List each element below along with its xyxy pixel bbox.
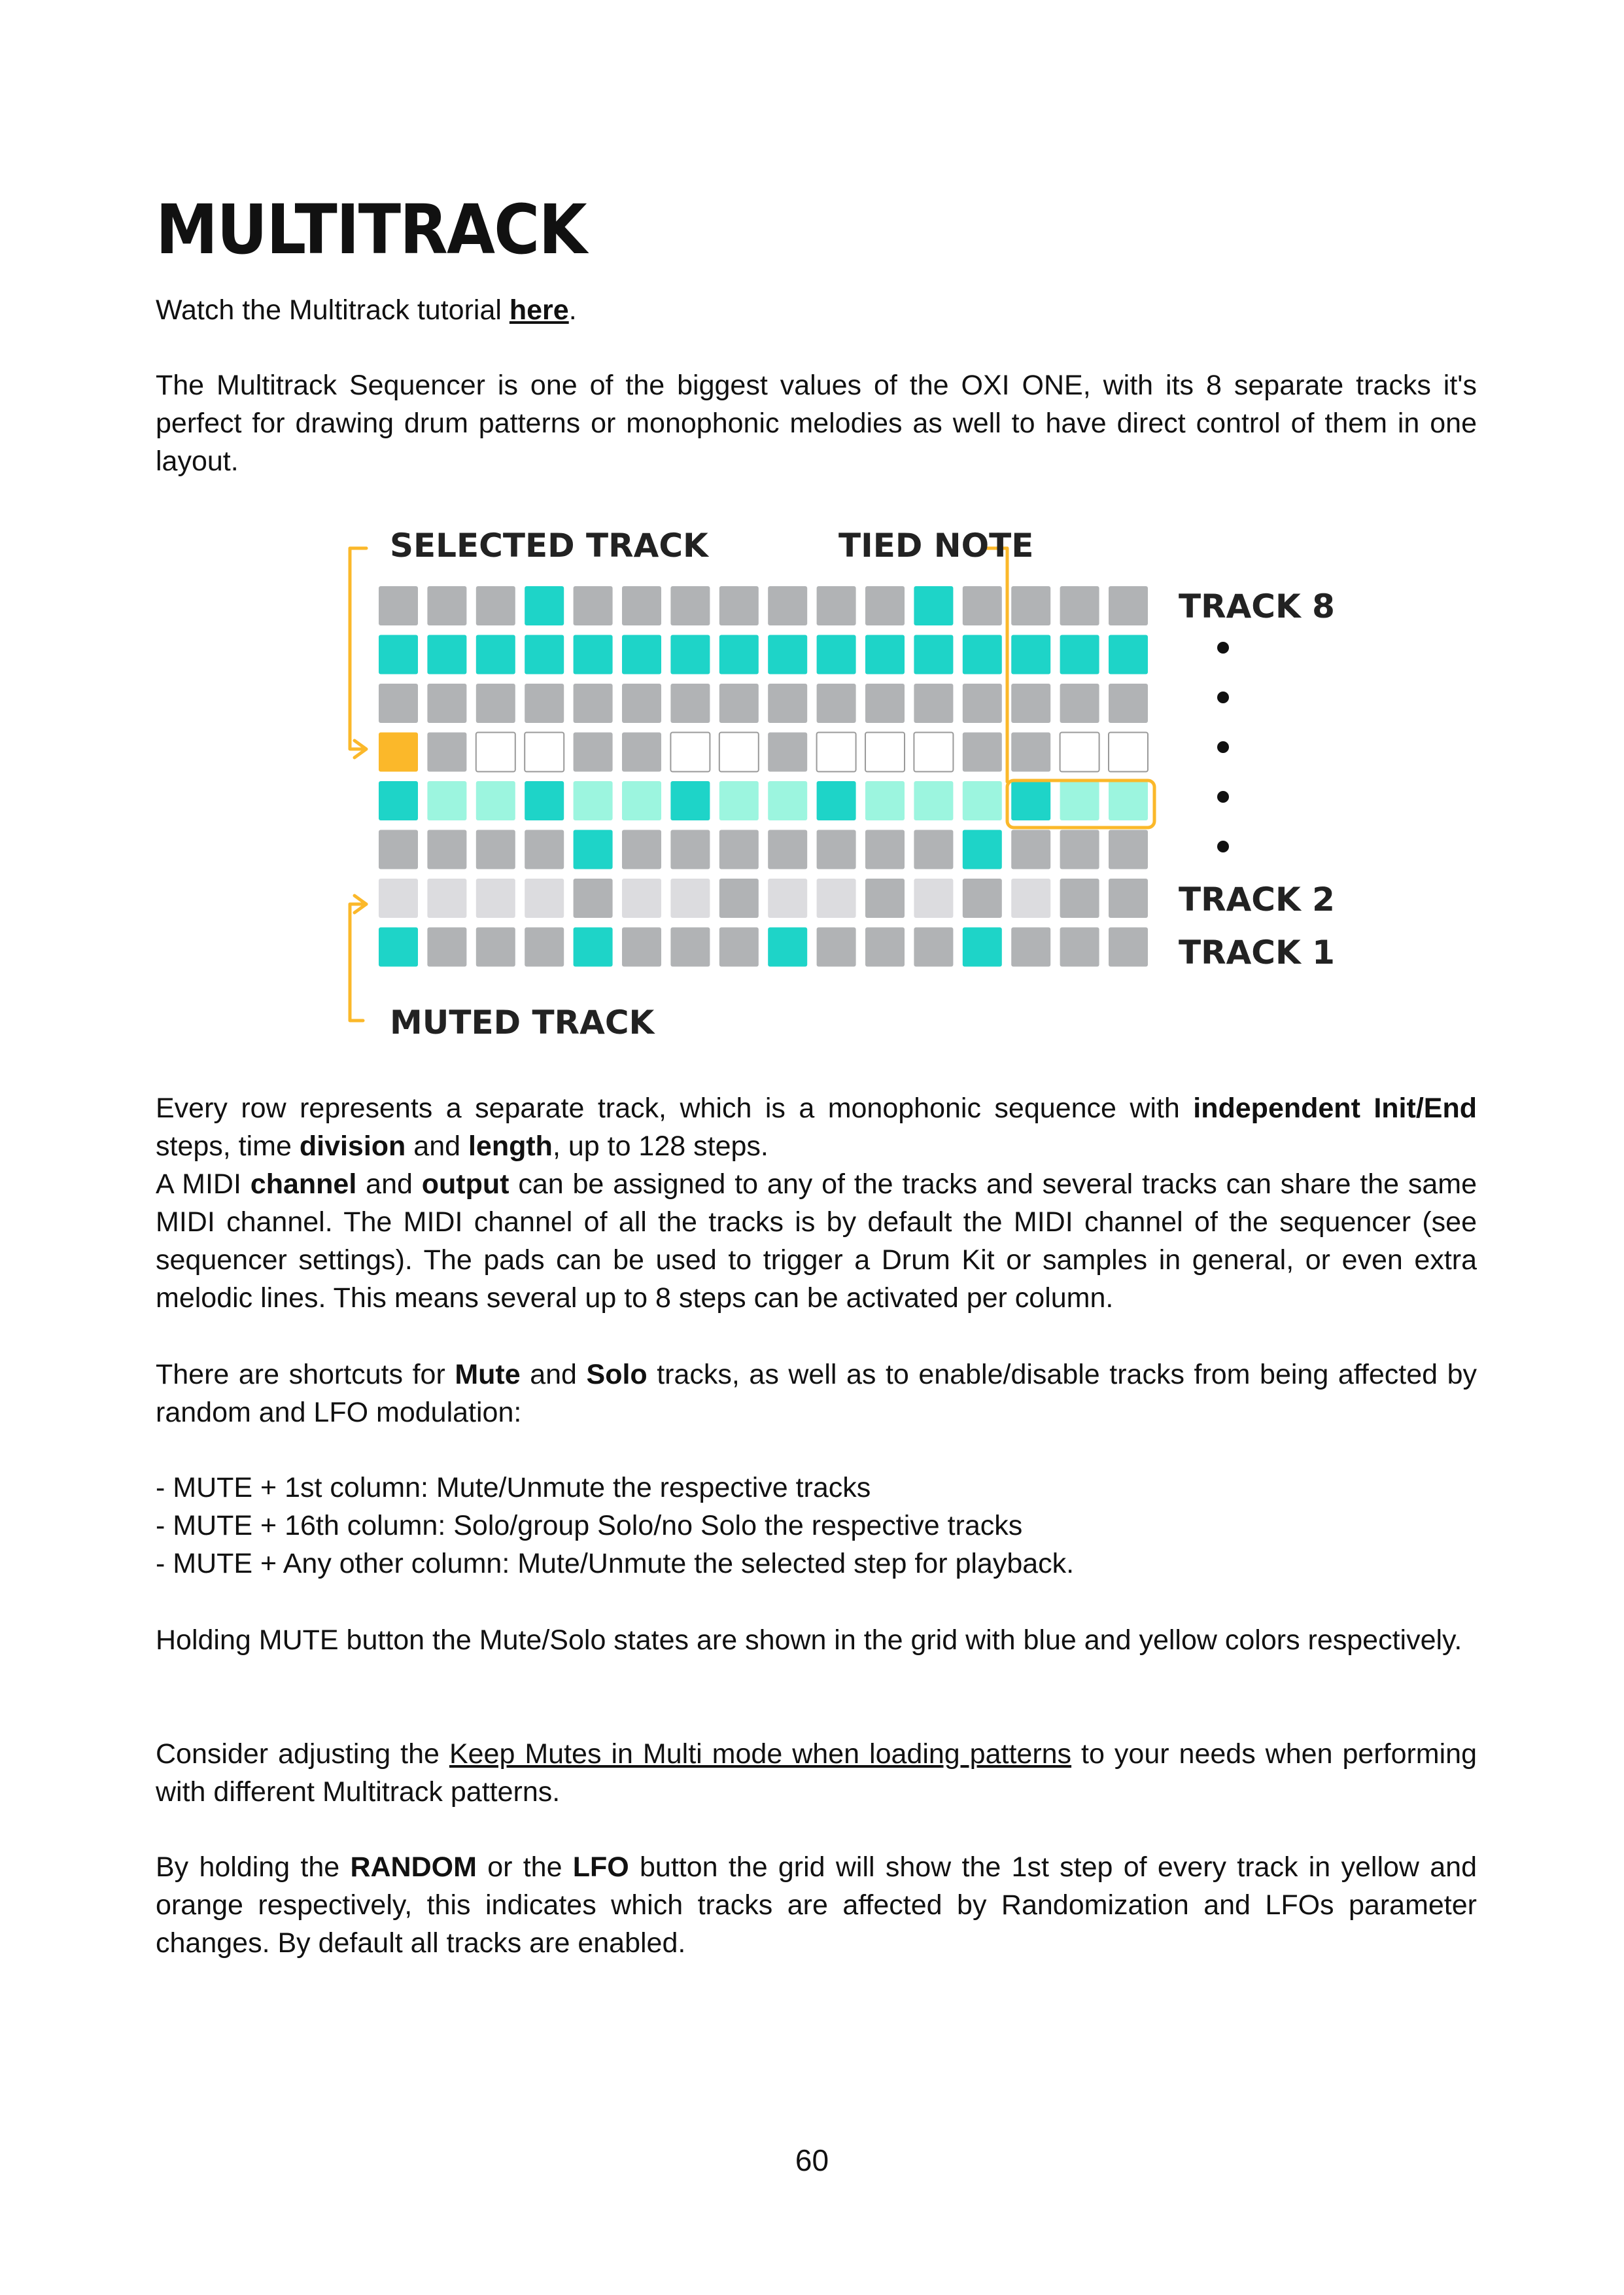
grid-pad xyxy=(427,928,466,967)
grid-pad xyxy=(1060,830,1099,869)
grid-pad xyxy=(865,781,905,820)
grid-pad xyxy=(963,879,1002,918)
grid-pad xyxy=(427,879,466,918)
grid-pad xyxy=(622,586,661,625)
grid-pad xyxy=(476,733,515,772)
muted-track-label: MUTED TRACK xyxy=(390,1004,655,1042)
tied-note-label: TIED NOTE xyxy=(838,527,1034,565)
grid-pad xyxy=(1109,635,1148,674)
grid-pad xyxy=(963,781,1002,820)
grid-pad xyxy=(670,879,710,918)
grid-pad xyxy=(427,781,466,820)
grid-pad xyxy=(379,733,418,772)
shortcuts-description: There are shortcuts for Mute and Solo tracks, as well as to enable/disable tracks from being affected by random and LFO modulation: xyxy=(156,1359,1477,1428)
grid-pad xyxy=(768,733,807,772)
grid-pad xyxy=(525,928,564,967)
grid-pad xyxy=(817,635,856,674)
grid-pad xyxy=(574,781,613,820)
grid-pad xyxy=(865,928,905,967)
grid-pad xyxy=(768,781,807,820)
grid-pad xyxy=(622,635,661,674)
track-1-label: TRACK 1 xyxy=(1179,934,1335,972)
page-number: 60 xyxy=(795,2143,829,2177)
grid-pad xyxy=(574,733,613,772)
track-8-label: TRACK 8 xyxy=(1179,587,1335,625)
grid-pad xyxy=(379,586,418,625)
grid-pad xyxy=(914,733,953,772)
grid-pad xyxy=(817,830,856,869)
grid-pad xyxy=(476,781,515,820)
grid-pad xyxy=(817,586,856,625)
grid-pad xyxy=(719,586,759,625)
mute-solo-description: Holding MUTE button the Mute/Solo states are shown in the grid with blue and yellow colors respectively. xyxy=(156,1624,1462,1656)
grid-pad xyxy=(1109,684,1148,723)
grid-pad xyxy=(1011,928,1050,967)
grid-pad xyxy=(768,830,807,869)
grid-pad xyxy=(768,684,807,723)
grid-pad xyxy=(719,928,759,967)
grid-pad xyxy=(1011,830,1050,869)
grid-pad xyxy=(1109,830,1148,869)
intro-description: The Multitrack Sequencer is one of the biggest values of the OXI ONE, with its 8 separate tracks it's perfect for drawing drum patterns or monophonic melodies as well to have direct control of them in one layout. xyxy=(156,370,1477,477)
multitrack-grid-diagram xyxy=(0,0,1624,1079)
list-item: - MUTE + Any other column: Mute/Unmute the selected step for playback. xyxy=(156,1548,1075,1579)
grid-pad xyxy=(1060,586,1099,625)
selected-track-label: SELECTED TRACK xyxy=(390,527,708,565)
grid-pad xyxy=(963,733,1002,772)
grid-pad xyxy=(768,928,807,967)
grid-pad xyxy=(622,928,661,967)
grid-pad xyxy=(768,586,807,625)
grid-pad xyxy=(719,635,759,674)
grid-pad xyxy=(574,635,613,674)
grid-pad xyxy=(574,879,613,918)
grid-pad xyxy=(670,635,710,674)
grid-pad xyxy=(914,781,953,820)
grid-pad xyxy=(817,928,856,967)
grid-pad xyxy=(865,733,905,772)
grid-pad xyxy=(622,830,661,869)
grid-pad xyxy=(379,830,418,869)
grid-pad xyxy=(865,635,905,674)
grid-pad xyxy=(1109,928,1148,967)
grid-pad xyxy=(865,586,905,625)
selected-track-bracket xyxy=(350,548,366,749)
grid-pad xyxy=(476,928,515,967)
grid-pad xyxy=(670,684,710,723)
grid-pad xyxy=(1011,781,1050,820)
grid-pad xyxy=(379,879,418,918)
grid-pad xyxy=(914,928,953,967)
grid-pad xyxy=(817,781,856,820)
grid-pad xyxy=(1011,635,1050,674)
grid-pad xyxy=(574,928,613,967)
grid-pad xyxy=(476,635,515,674)
grid-pad xyxy=(719,781,759,820)
grid-pad xyxy=(1011,879,1050,918)
grid-pad xyxy=(525,733,564,772)
grid-pad xyxy=(865,879,905,918)
grid-pad xyxy=(670,928,710,967)
grid-pad xyxy=(914,635,953,674)
shortcut-list xyxy=(156,1469,1477,1583)
grid-pad xyxy=(963,586,1002,625)
grid-pad xyxy=(379,684,418,723)
grid-pad xyxy=(525,781,564,820)
ellipsis-dot xyxy=(1217,692,1229,703)
grid-pad xyxy=(670,586,710,625)
grid-pad xyxy=(719,879,759,918)
ellipsis-dot xyxy=(1217,841,1229,852)
grid-pad xyxy=(1060,635,1099,674)
ellipsis-dot xyxy=(1217,791,1229,803)
grid-pad xyxy=(865,684,905,723)
grid-pad xyxy=(476,586,515,625)
track-2-label: TRACK 2 xyxy=(1179,881,1335,919)
grid-pad xyxy=(379,928,418,967)
grid-pad xyxy=(622,879,661,918)
grid-pad xyxy=(525,586,564,625)
grid-pad xyxy=(427,586,466,625)
grid-pad xyxy=(574,586,613,625)
grid-pad xyxy=(719,830,759,869)
grid-pad xyxy=(963,928,1002,967)
grid-pad xyxy=(1011,586,1050,625)
grid-pad xyxy=(963,684,1002,723)
grid-pad xyxy=(817,684,856,723)
grid-pad xyxy=(670,733,710,772)
grid-pad xyxy=(574,830,613,869)
tracks-description: Every row represents a separate track, which is a monophonic sequence with independent Init/End steps, time division and length, up to 128 steps. A MIDI channel and output can be assigned to any of the tracks and several tracks can share the same MIDI channel. The MIDI channel of all the tracks is by default the MIDI channel of the sequencer (see sequencer settings). The pads can be used to trigger a Drum Kit or samples in general, or even extra melodic lines. This means several up to 8 steps can be activated per column. xyxy=(156,1093,1477,1314)
grid-pad xyxy=(1109,879,1148,918)
grid-pad xyxy=(427,684,466,723)
grid-pad xyxy=(525,879,564,918)
grid-pad xyxy=(525,635,564,674)
ellipsis-dot xyxy=(1217,741,1229,753)
grid-pad xyxy=(1109,586,1148,625)
ellipsis-dot xyxy=(1217,642,1229,654)
grid-pad xyxy=(670,830,710,869)
grid-pad xyxy=(427,635,466,674)
grid-pad xyxy=(476,684,515,723)
grid-pad xyxy=(622,684,661,723)
list-item: - MUTE + 16th column: Solo/group Solo/no Solo the respective tracks xyxy=(156,1510,1023,1541)
grid-pad xyxy=(914,879,953,918)
grid-pad xyxy=(427,830,466,869)
grid-pad xyxy=(525,830,564,869)
grid-pad xyxy=(1060,781,1099,820)
grid-pad xyxy=(1060,928,1099,967)
grid-pad xyxy=(1011,684,1050,723)
grid-pad xyxy=(1011,733,1050,772)
page-title: MULTITRACK xyxy=(156,190,586,270)
grid-pad xyxy=(1109,781,1148,820)
grid-pad xyxy=(476,879,515,918)
muted-track-bracket xyxy=(350,904,366,1021)
grid-pad xyxy=(768,879,807,918)
grid-pad xyxy=(427,733,466,772)
grid-pad xyxy=(622,781,661,820)
grid-pad xyxy=(914,830,953,869)
grid-pad xyxy=(622,733,661,772)
grid-pad xyxy=(914,684,953,723)
grid-pad xyxy=(963,830,1002,869)
grid-pad xyxy=(1060,684,1099,723)
intro-paragraph: Watch the Multitrack tutorial here. xyxy=(156,294,577,326)
grid-pad xyxy=(719,684,759,723)
grid-pad xyxy=(914,586,953,625)
grid-pad xyxy=(865,830,905,869)
keep-mutes-paragraph: Consider adjusting the Keep Mutes in Multi mode when loading patterns to your needs when performing with different Multitrack patterns. xyxy=(156,1738,1477,1808)
grid-pad xyxy=(1109,733,1148,772)
random-lfo-description: By holding the RANDOM or the LFO button the grid will show the 1st step of every track in yellow and orange respectively, this indicates which tracks are affected by Randomization and LFOs parameter changes. By default all tracks are enabled. xyxy=(156,1851,1477,1959)
grid-pad xyxy=(670,781,710,820)
grid-pad xyxy=(817,879,856,918)
list-item: - MUTE + 1st column: Mute/Unmute the respective tracks xyxy=(156,1472,871,1503)
keep-mutes-link[interactable]: Keep Mutes in Multi mode when loading patterns xyxy=(449,1738,1072,1770)
grid-pad xyxy=(379,781,418,820)
grid-pad xyxy=(574,684,613,723)
grid-pad xyxy=(719,733,759,772)
grid-pad xyxy=(817,733,856,772)
grid-pad xyxy=(476,830,515,869)
grid-pad xyxy=(963,635,1002,674)
grid-pad xyxy=(379,635,418,674)
grid-pad xyxy=(1060,733,1099,772)
grid-pad xyxy=(768,635,807,674)
tutorial-link[interactable]: here xyxy=(509,294,569,326)
grid-pad xyxy=(1060,879,1099,918)
grid-pad xyxy=(525,684,564,723)
